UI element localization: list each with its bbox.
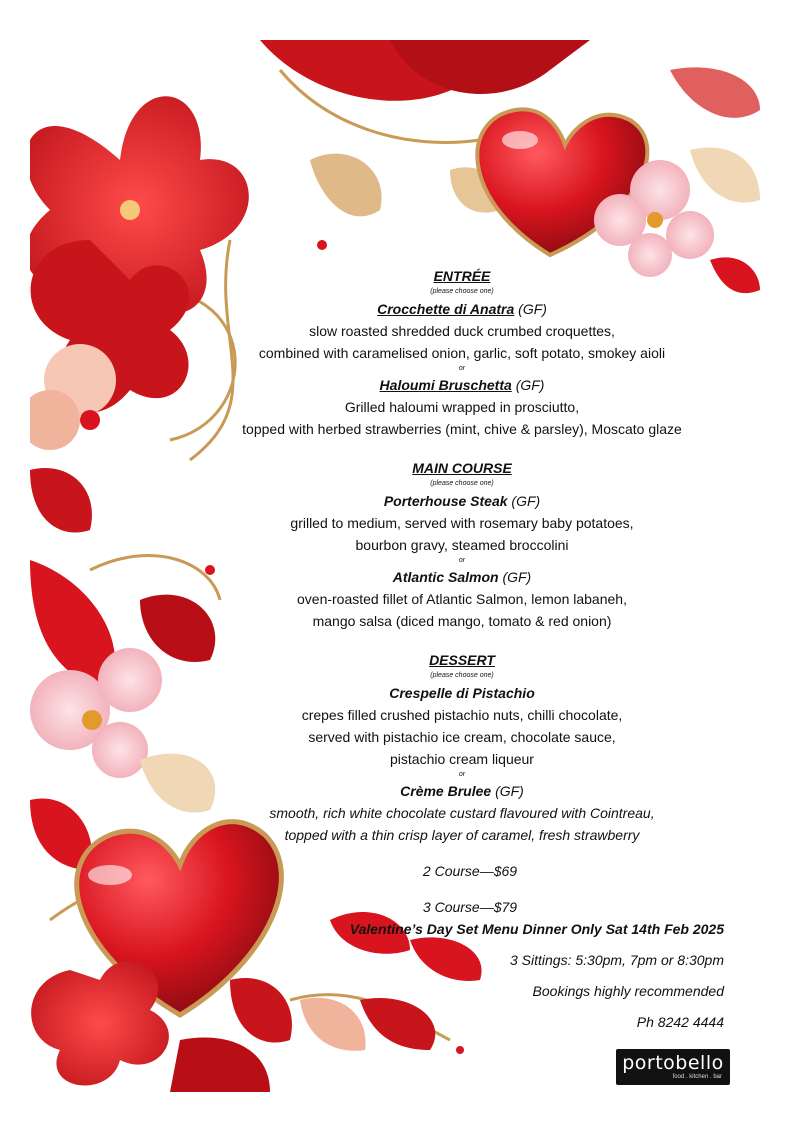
dish-title: Haloumi Bruschetta [379,377,512,393]
dessert-dish-1-line-2: served with pistachio ice cream, chocolate sauce, [308,729,616,745]
berry-icon [317,240,327,250]
gf-tag: (GF) [511,493,541,509]
dessert-dish-2-name [180,780,744,802]
phone-number: Ph 8242 4444 [636,1014,724,1030]
main-dish-1-line-2: bourbon gravy, steamed broccolini [355,537,569,553]
entree-heading: ENTRÉE [433,268,491,284]
main-heading: MAIN COURSE [412,460,512,476]
dessert-dish-1-line-1: crepes filled crushed pistachio nuts, chilli chocolate, [301,707,623,723]
main-dish-1-line-1: grilled to medium, served with rosemary baby potatoes, [290,515,634,531]
main-dish-2-line-2: mango salsa (diced mango, tomato & red onion) [312,613,612,629]
main-dish-2-name [180,566,744,588]
menu-content [180,266,744,846]
portobello-logo [616,1049,730,1085]
main-dish-1-name [180,490,744,512]
dish-title: Crème Brulee [400,783,492,799]
event-headline: Valentine’s Day Set Menu Dinner Only Sat 14th Feb 2025 [349,921,724,937]
dish-title: Atlantic Salmon [392,569,499,585]
main-dish-2-line-1: oven-roasted fillet of Atlantic Salmon, lemon labaneh, [297,591,627,607]
two-course-price: 2 Course—$69 [422,863,518,879]
flower-icon [31,961,169,1085]
gf-tag: (GF) [502,569,532,585]
entree-dish-1-line-1: slow roasted shredded duck crumbed croquettes, [309,323,615,339]
dish-title: Crespelle di Pistachio [389,685,535,701]
entree-dish-2-name [180,374,744,396]
dish-title: Crocchette di Anatra [377,301,515,317]
dessert-dish-2-line-1: smooth, rich white chocolate custard flavoured with Cointreau, [269,805,655,821]
dessert-or: or [458,771,466,778]
bookings-info: Bookings highly recommended [532,983,724,999]
prices [400,860,540,918]
leaf-icon [30,468,92,532]
main-choose-note: (please choose one) [430,480,494,487]
main-or: or [458,557,466,564]
dessert-dish-1-name [180,682,744,704]
leaf-icon [170,1037,270,1092]
entree-dish-1-line-2: combined with caramelised onion, garlic, soft potato, smokey aioli [258,345,666,361]
berry-icon [456,1046,464,1054]
gf-tag: (GF) [515,377,545,393]
dessert-dish-2-line-2: topped with a thin crisp layer of caramel, fresh strawberry [284,827,640,843]
entree-dish-1-name [180,298,744,320]
leaf-icon [230,978,292,1042]
gf-tag: (GF) [518,301,547,317]
dessert-section [180,650,744,846]
dessert-choose-note: (please choose one) [430,672,494,679]
logo-brand: portobello [622,1052,724,1074]
sittings-info: 3 Sittings: 5:30pm, 7pm or 8:30pm [510,952,724,968]
menu-page [30,40,760,1092]
leaf-icon [310,154,382,217]
entree-or: or [458,365,466,372]
event-info [304,918,724,1033]
dessert-dish-1-line-3: pistachio cream liqueur [390,751,534,767]
dish-title: Porterhouse Steak [383,493,508,509]
flower-icon [30,344,116,450]
entree-section [180,266,744,440]
leaf-icon [690,147,760,202]
leaf-icon [670,67,760,117]
entree-dish-2-line-2: topped with herbed strawberries (mint, chive & parsley), Moscato glaze [242,421,682,437]
gf-tag: (GF) [495,783,524,799]
three-course-price: 3 Course—$79 [422,899,518,915]
entree-choose-note: (please choose one) [430,288,494,295]
logo-tagline: food . kitchen . bar [672,1074,722,1080]
main-course-section [180,458,744,632]
dessert-heading: DESSERT [429,652,495,668]
entree-dish-2-line-1: Grilled haloumi wrapped in prosciutto, [344,399,580,415]
